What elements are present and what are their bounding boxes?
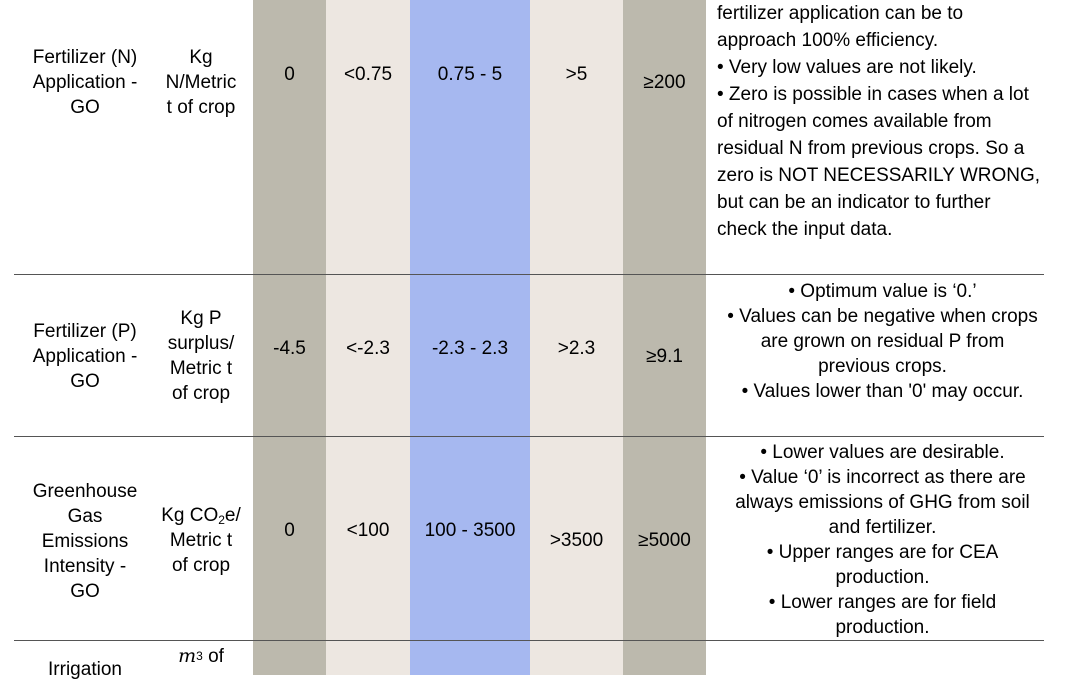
value-high: >2.3: [557, 337, 596, 359]
value-max: ≥200: [643, 71, 686, 93]
indicator-unit: [155, 503, 247, 578]
unit-line-co2: Kg $CO_2e/$: [161, 505, 241, 527]
comment-line: and fertilizer.: [828, 517, 937, 538]
comment-line: previous crops.: [818, 356, 947, 377]
comment-line: • Zero is possible in cases when a lot: [717, 84, 1029, 105]
comments: [717, 1, 1057, 242]
comment-line: approach 100% efficiency.: [717, 30, 939, 51]
value-high: >5: [565, 63, 588, 85]
comment-line: • Value ‘0’ is incorrect as there are: [739, 467, 1026, 488]
column-band-max: [623, 0, 706, 675]
comment-line: • Lower values are desirable.: [760, 442, 1005, 463]
indicator-unit: m 3 of: [178, 644, 224, 667]
value-normal-range: 100 - 3500: [424, 519, 516, 541]
comment-line: • Very low values are not likely.: [717, 57, 977, 78]
value-normal-range: 0.75 - 5: [437, 63, 503, 85]
value-max: ≥5000: [638, 529, 691, 551]
value-low: <0.75: [343, 63, 393, 85]
indicator-unit: Kg P surplus/ Metric t of crop: [167, 308, 235, 404]
indicator-name: Fertilizer (N) Application - GO: [32, 46, 138, 118]
value-min: 0: [284, 519, 295, 541]
comment-line: residual N from previous crops. So a: [717, 138, 1025, 159]
comment-line: • Values can be negative when crops: [727, 306, 1038, 327]
comment-line: • Upper ranges are for CEA: [766, 542, 999, 563]
value-low: <-2.3: [346, 337, 390, 359]
comment-line: fertilizer application can be to: [717, 3, 964, 24]
unit-line-rest: Metric t of crop: [169, 530, 233, 576]
indicator-name: Fertilizer (P) Application - GO: [32, 320, 138, 392]
comment-line: zero is NOT NECESSARILY WRONG,: [717, 165, 1041, 186]
comment-line: • Lower ranges are for field: [768, 592, 997, 613]
comment-line: always emissions of GHG from soil: [735, 492, 1030, 513]
value-high: >3500: [549, 529, 604, 551]
value-min: 0: [284, 63, 295, 85]
comment-line: production.: [835, 617, 930, 638]
row-divider: [14, 640, 1044, 641]
comment-line: production.: [835, 567, 930, 588]
comment-line: • Optimum value is ‘0.’: [788, 281, 977, 302]
indicator-unit: Kg N/Metric t of crop: [165, 46, 237, 118]
value-low: <100: [346, 519, 390, 541]
row-divider: [14, 274, 1044, 275]
value-max: ≥9.1: [646, 345, 683, 367]
indicator-name: Greenhouse Gas Emissions Intensity - GO: [32, 480, 138, 602]
comments: [710, 279, 1055, 404]
indicator-name: Irrigation: [48, 658, 122, 680]
comment-line: but can be an indicator to further: [717, 192, 991, 213]
value-normal-range: -2.3 - 2.3: [431, 337, 509, 359]
comment-line: • Values lower than '0' may occur.: [741, 381, 1024, 402]
comment-line: are grown on residual P from: [760, 331, 1005, 352]
comments: [710, 440, 1055, 640]
comment-line: check the input data.: [717, 219, 893, 240]
comment-line: of nitrogen comes available from: [717, 111, 992, 132]
row-divider: [14, 436, 1044, 437]
value-min: -4.5: [273, 337, 306, 359]
